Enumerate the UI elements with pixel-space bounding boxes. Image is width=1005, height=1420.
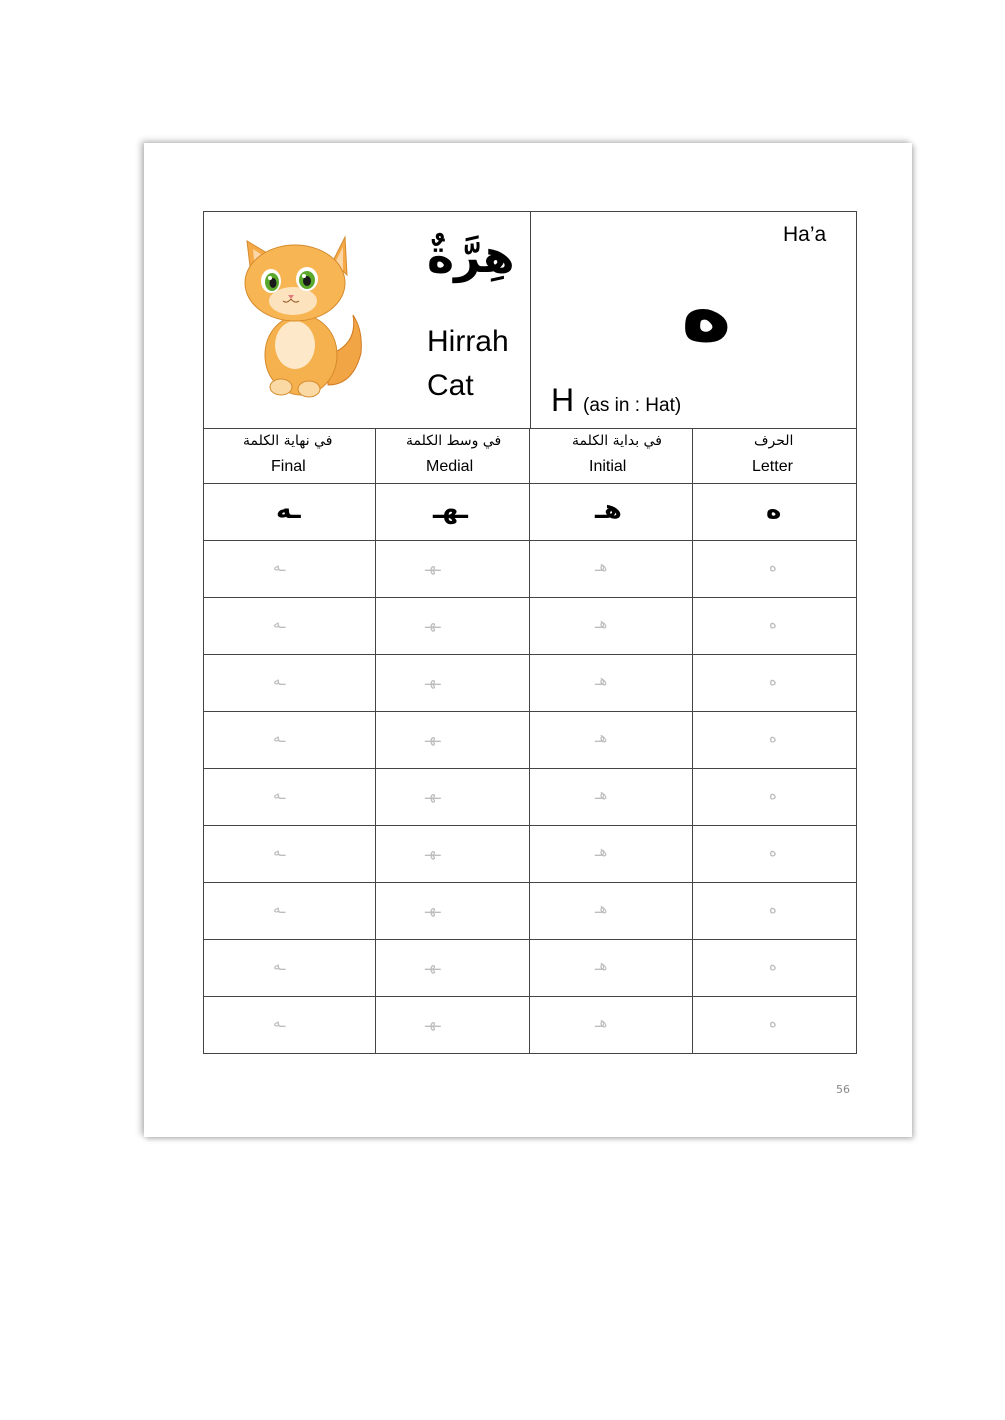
trace-letter: ـه [273, 671, 286, 689]
practice-cell [529, 540, 693, 598]
trace-letter: ـهـ [425, 785, 441, 803]
practice-cell [375, 597, 530, 655]
practice-cell [203, 882, 376, 940]
trace-letter: هـ [595, 728, 608, 746]
practice-cell [203, 597, 376, 655]
trace-letter: هـ [595, 671, 608, 689]
trace-letter: ه [769, 1013, 777, 1031]
trace-letter: ـه [273, 557, 286, 575]
practice-cell [529, 654, 693, 712]
practice-cell [529, 711, 693, 769]
page-number: 56 [836, 1083, 850, 1096]
practice-cell [375, 825, 530, 883]
letter-table [203, 211, 857, 1054]
trace-letter: ـهـ [425, 614, 441, 632]
col-medial-arabic: في وسط الكلمة [406, 433, 502, 449]
practice-cell [375, 654, 530, 712]
trace-letter: ـهـ [425, 899, 441, 917]
trace-letter: ه [769, 557, 777, 575]
practice-cell [375, 540, 530, 598]
trace-letter: ه [769, 785, 777, 803]
trace-letter: ـه [273, 842, 286, 860]
trace-letter: ـه [273, 614, 286, 632]
trace-letter: هـ [595, 614, 608, 632]
word-transliteration: Hirrah [427, 325, 509, 358]
trace-letter: هـ [595, 956, 608, 974]
trace-letter: ـه [273, 785, 286, 803]
trace-letter: ه [769, 614, 777, 632]
practice-cell [529, 825, 693, 883]
trace-letter: هـ [595, 785, 608, 803]
practice-cell [375, 996, 530, 1054]
practice-cell [203, 654, 376, 712]
practice-cell [529, 768, 693, 826]
word-arabic: هِرَّةٌ [427, 229, 515, 283]
col-final-arabic: في نهاية الكلمة [243, 433, 333, 449]
trace-letter: ه [769, 956, 777, 974]
trace-letter: ه [769, 671, 777, 689]
trace-letter: ـهـ [425, 956, 441, 974]
trace-letter: ـهـ [425, 1013, 441, 1031]
practice-cell [203, 768, 376, 826]
trace-letter: ـهـ [425, 557, 441, 575]
practice-cell [203, 711, 376, 769]
trace-letter: هـ [595, 557, 608, 575]
sound-hint: (as in : Hat) [583, 395, 682, 416]
form-letter: ه [766, 495, 782, 525]
trace-letter: ه [769, 728, 777, 746]
practice-cell [375, 939, 530, 997]
col-letter-arabic: الحرف [754, 433, 794, 449]
trace-letter: ـه [273, 1013, 286, 1031]
trace-letter: هـ [595, 899, 608, 917]
col-final-label: Final [271, 458, 306, 475]
letter-glyph: ه [681, 261, 732, 361]
form-medial: ـهـ [433, 495, 468, 525]
trace-letter: ـه [273, 899, 286, 917]
practice-cell [203, 939, 376, 997]
word-english: Cat [427, 369, 474, 402]
practice-cell [203, 825, 376, 883]
practice-cell [375, 711, 530, 769]
practice-cell [529, 996, 693, 1054]
trace-letter: هـ [595, 1013, 608, 1031]
trace-letter: ه [769, 899, 777, 917]
form-initial: هـ [595, 495, 622, 525]
trace-letter: هـ [595, 842, 608, 860]
letter-name: Ha’a [783, 223, 827, 246]
practice-cell [375, 768, 530, 826]
practice-cell [203, 996, 376, 1054]
trace-letter: ـهـ [425, 728, 441, 746]
col-letter-label: Letter [752, 458, 793, 475]
practice-cell [203, 540, 376, 598]
form-final: ـه [276, 495, 301, 525]
practice-cell [529, 882, 693, 940]
practice-cell [375, 882, 530, 940]
trace-letter: ـهـ [425, 671, 441, 689]
practice-cell [529, 597, 693, 655]
practice-cell [529, 939, 693, 997]
cat-illustration [233, 235, 368, 400]
col-medial-label: Medial [426, 458, 474, 475]
col-initial-arabic: في بداية الكلمة [572, 433, 662, 449]
trace-letter: ه [769, 842, 777, 860]
sound-letter: H [551, 382, 575, 418]
col-initial-label: Initial [589, 458, 627, 475]
trace-letter: ـه [273, 956, 286, 974]
trace-letter: ـهـ [425, 842, 441, 860]
trace-letter: ـه [273, 728, 286, 746]
